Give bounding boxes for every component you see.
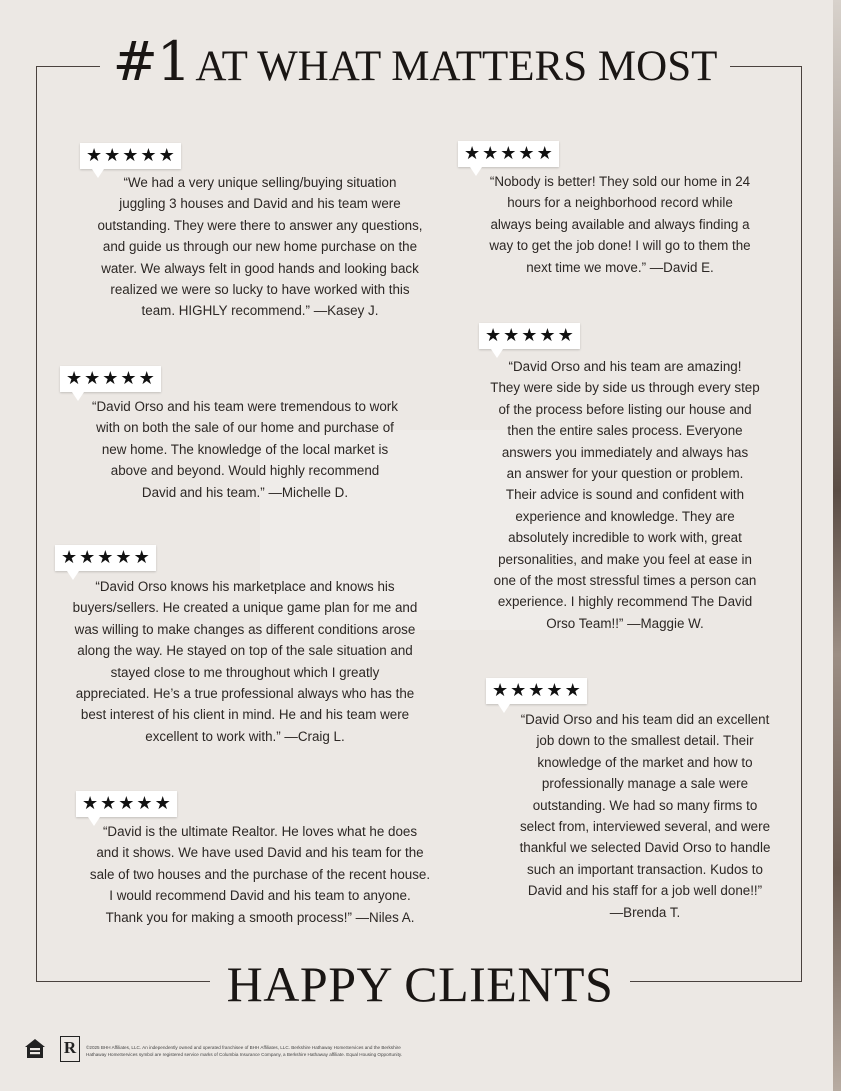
title-text: AT WHAT MATTERS MOST bbox=[195, 43, 718, 90]
star-icon: ★ bbox=[485, 325, 502, 346]
legal-disclaimer: ©2025 BHH Affiliates, LLC. An independently owned and operated franchisee of BHH Affiliates, LLC. Berkshire Hathaway HomeServices and the Berkshire Hathaway HomeServices symbol are registered service marks of Columbia Insurance Company, a Berkshire Hathaway affiliate. Equal Housing Opportunity. bbox=[86, 1045, 403, 1057]
star-icon: ★ bbox=[557, 325, 574, 346]
star-icon: ★ bbox=[528, 680, 545, 701]
star-icon: ★ bbox=[102, 368, 119, 389]
review-text: “David Orso and his team did an excellent job down to the smallest detail. Their knowledge of the market and how to professionally manage a sale were outstanding. We had so many firms to select from, interviewed several, and were thankful we selected David Orso to handle such an important transaction. Kudos to David and his staff for a job well done!!” —Brenda T. bbox=[519, 712, 771, 920]
star-icon: ★ bbox=[138, 368, 155, 389]
star-icon: ★ bbox=[564, 680, 581, 701]
star-icon: ★ bbox=[158, 145, 175, 166]
star-icon: ★ bbox=[82, 793, 99, 814]
star-icon: ★ bbox=[510, 680, 527, 701]
star-rating bbox=[76, 791, 177, 817]
star-icon: ★ bbox=[500, 143, 517, 164]
star-icon: ★ bbox=[118, 793, 135, 814]
star-icon: ★ bbox=[140, 145, 157, 166]
page-title bbox=[100, 30, 730, 96]
star-rating bbox=[479, 323, 580, 349]
star-icon: ★ bbox=[97, 547, 114, 568]
star-icon: ★ bbox=[133, 547, 150, 568]
star-icon: ★ bbox=[492, 680, 509, 701]
review-text: “David Orso knows his marketplace and knows his buyers/sellers. He created a unique game plan for me and was willing to make changes as different conditions arose along the way. He stayed on top of the sale situation and stayed close to me throughout which I greatly appreciated. He’s a true professional always who has the best interest of his client in mind. He and his team were excellent to work with.” —Craig L. bbox=[72, 579, 418, 744]
star-rating bbox=[486, 678, 587, 704]
star-icon: ★ bbox=[154, 793, 171, 814]
review-text: “David Orso and his team are amazing! They were side by side us through every step of the process before listing our house and then the entire sales process. Everyone answers you immediately and always has an answer for your question or problem. Their advice is sound and confident with experience and knowledge. They are absolutely incredible to work with, great personalities, and make you feel at ease in one of the most stressful times a person can experience. I highly recommend The David Orso Team!!” —Maggie W. bbox=[490, 359, 760, 631]
star-icon: ★ bbox=[539, 325, 556, 346]
review-text: “David is the ultimate Realtor. He loves what he does and it shows. We have used David and his team for the sale of two houses and the purchase of the recent house. I would recommend David and his team to anyone. Thank you for making a smooth process!” —Niles A. bbox=[89, 824, 431, 925]
star-rating bbox=[60, 366, 161, 392]
edge-photo-strip bbox=[833, 0, 841, 1091]
star-rating bbox=[55, 545, 156, 571]
star-icon: ★ bbox=[518, 143, 535, 164]
star-icon: ★ bbox=[104, 145, 121, 166]
review-text: “We had a very unique selling/buying situation juggling 3 houses and David and his team were outstanding. They were there to answer any questions, and guide us through our new home purchase on the water. We always felt in good hands and looking back realized we were so lucky to have worked with this team. HIGHLY recommend.” —Kasey J. bbox=[97, 175, 423, 319]
equal-housing-icon bbox=[24, 1038, 46, 1060]
star-icon: ★ bbox=[546, 680, 563, 701]
star-rating bbox=[80, 143, 181, 169]
star-icon: ★ bbox=[482, 143, 499, 164]
star-icon: ★ bbox=[115, 547, 132, 568]
star-rating bbox=[458, 141, 559, 167]
legal-footer bbox=[24, 1036, 484, 1066]
review-text: “Nobody is better! They sold our home in 24 hours for a neighborhood record while always being available and always finding a way to get the job done! I will go to them the next time we move.” —David E. bbox=[489, 174, 751, 275]
realtor-icon: R bbox=[60, 1036, 80, 1062]
star-icon: ★ bbox=[79, 547, 96, 568]
star-icon: ★ bbox=[136, 793, 153, 814]
happy-clients-heading: HAPPY CLIENTS bbox=[210, 955, 630, 1015]
star-icon: ★ bbox=[120, 368, 137, 389]
star-icon: ★ bbox=[464, 143, 481, 164]
star-icon: ★ bbox=[61, 547, 78, 568]
star-icon: ★ bbox=[66, 368, 83, 389]
star-icon: ★ bbox=[521, 325, 538, 346]
review-text: “David Orso and his team were tremendous to work with on both the sale of our home and purchase of new home. The knowledge of the local market is above and beyond. Would highly recommend David and his team.” —Michelle D. bbox=[92, 399, 398, 500]
star-icon: ★ bbox=[503, 325, 520, 346]
star-icon: ★ bbox=[100, 793, 117, 814]
title-number: #1 bbox=[112, 30, 191, 93]
star-icon: ★ bbox=[86, 145, 103, 166]
star-icon: ★ bbox=[536, 143, 553, 164]
star-icon: ★ bbox=[122, 145, 139, 166]
star-icon: ★ bbox=[84, 368, 101, 389]
